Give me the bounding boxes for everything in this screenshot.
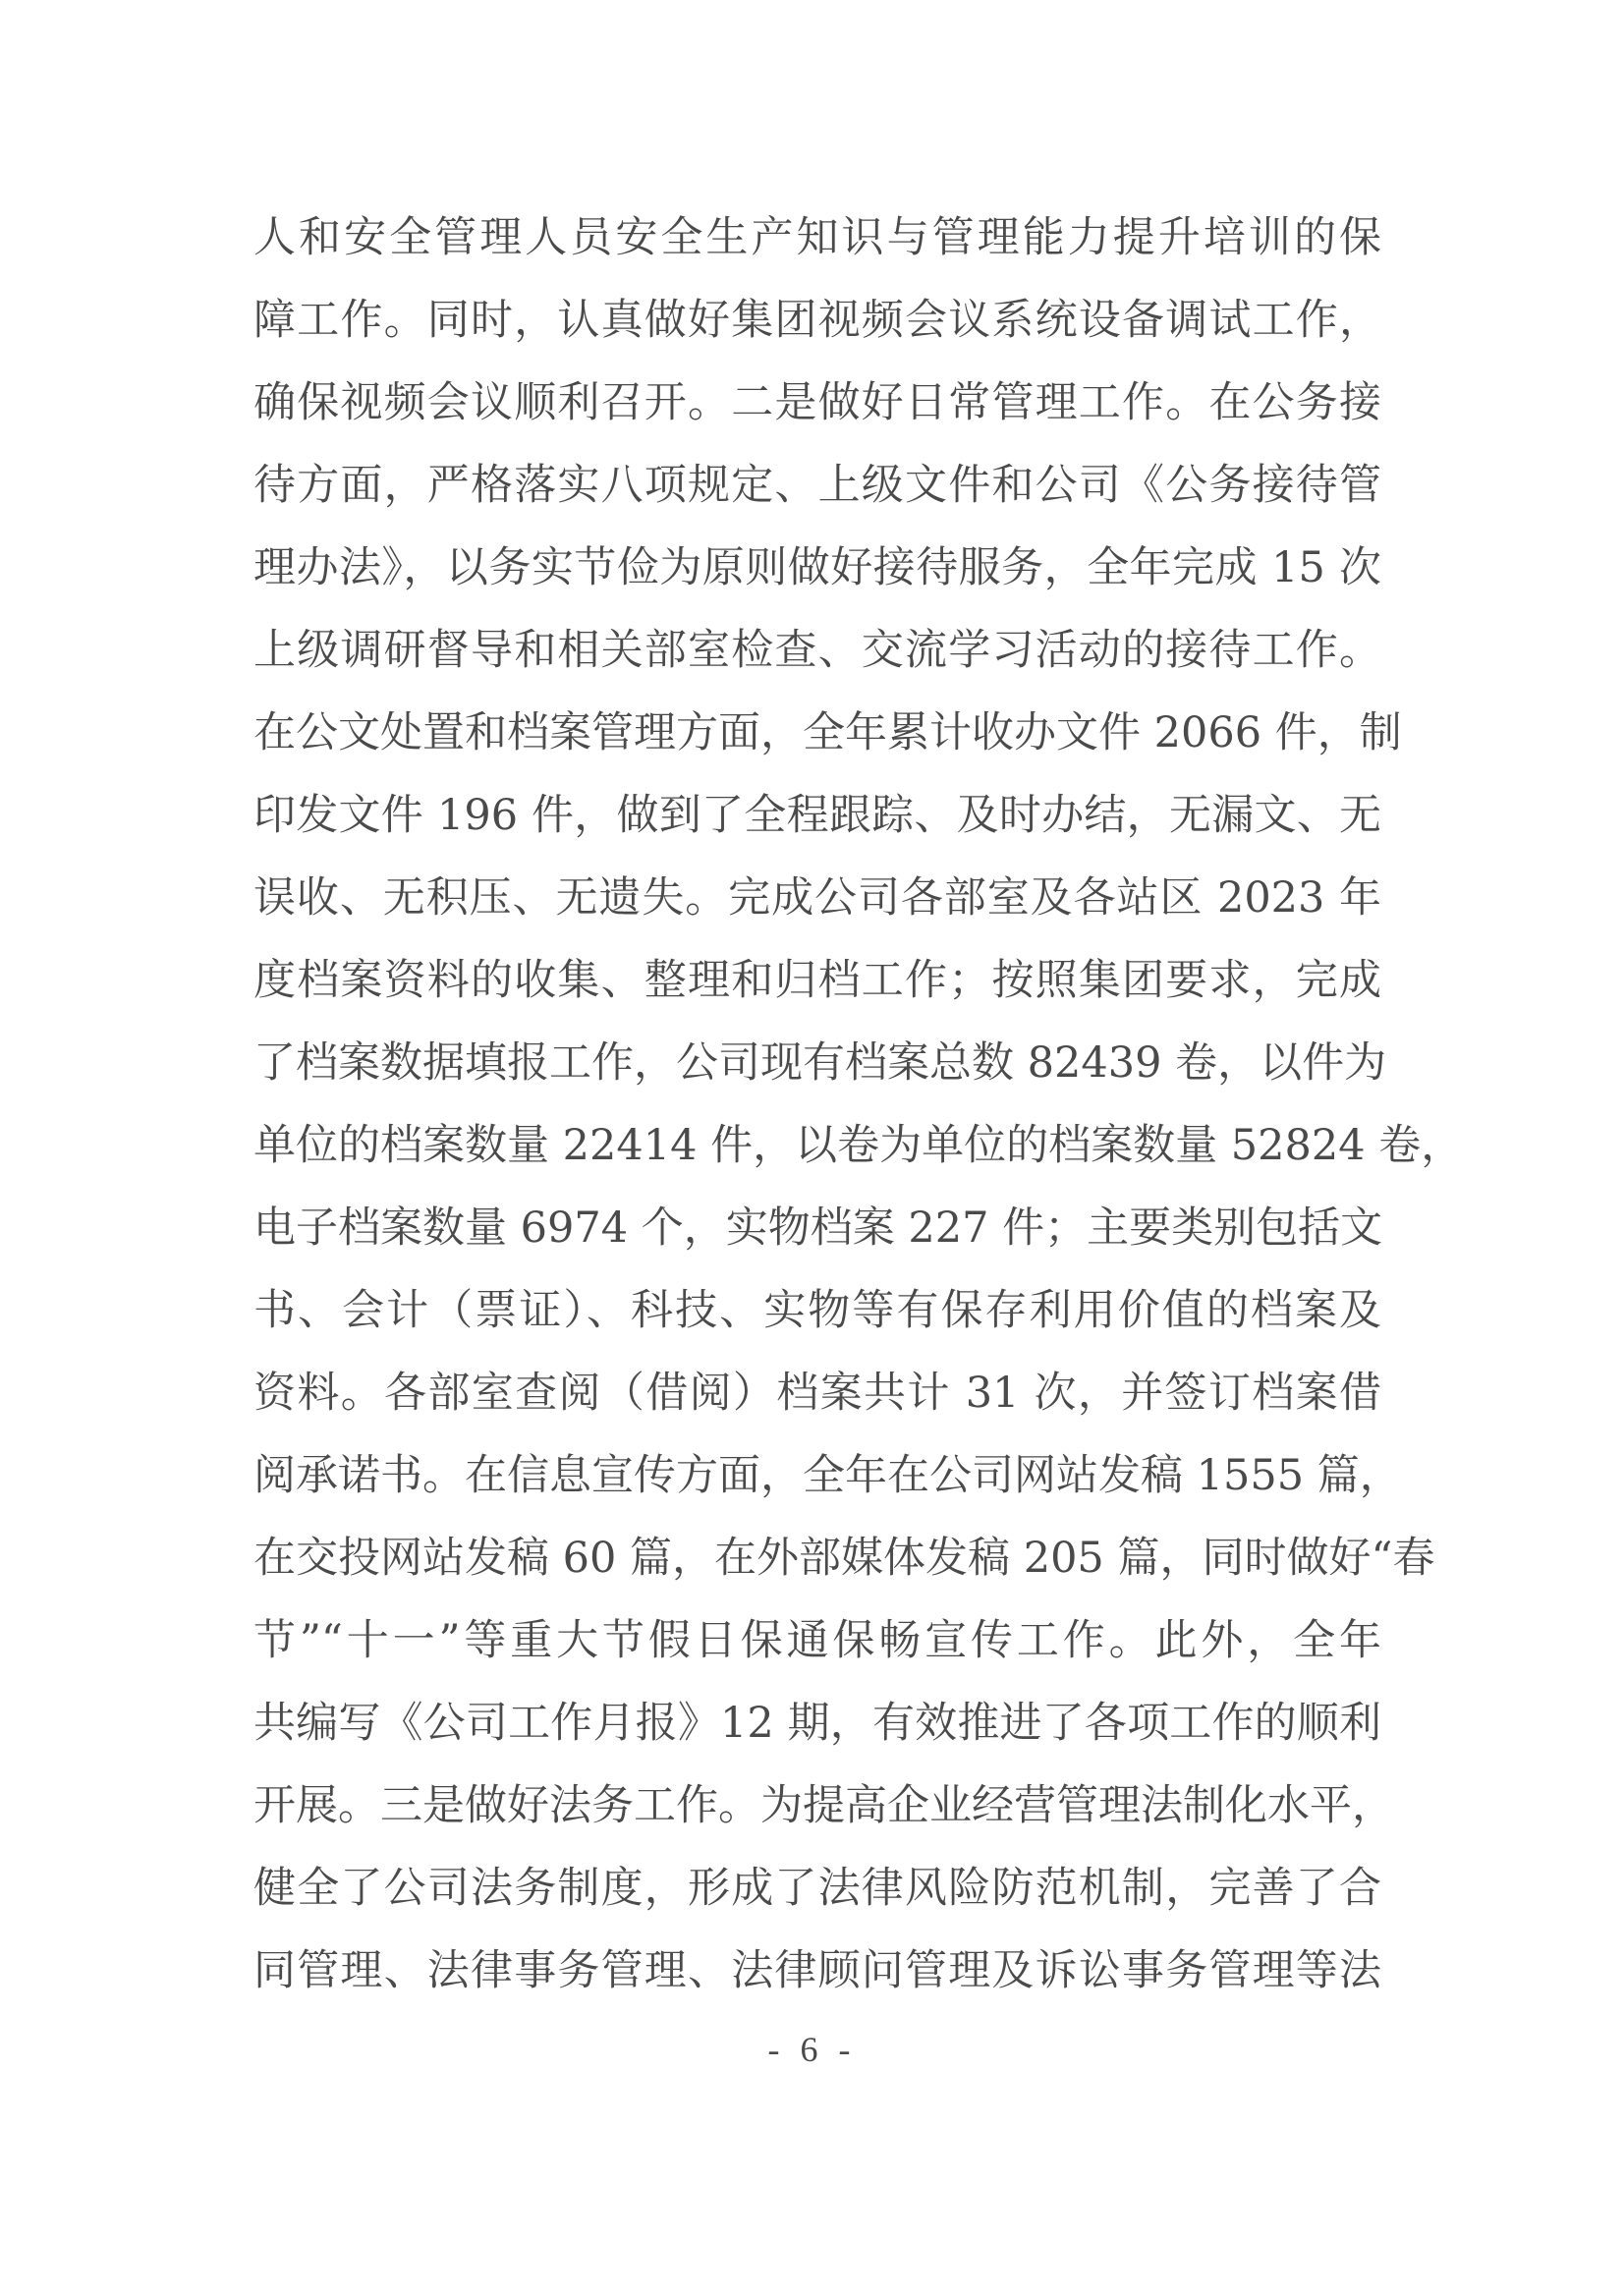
body-text-line: 阅承诺书。在信息宣传方面，全年在公司网站发稿 1555 篇， bbox=[253, 1451, 1402, 1500]
body-text-line: 印发文件 196 件，做到了全程跟踪、及时办结，无漏文、无 bbox=[253, 791, 1381, 840]
body-text-line: 单位的档案数量 22414 件，以卷为单位的档案数量 52824 卷， bbox=[253, 1121, 1464, 1170]
body-text-line: 待方面，严格落实八项规定、上级文件和公司《公务接待管 bbox=[253, 461, 1381, 510]
body-text-line: 共编写《公司工作月报》12 期，有效推进了各项工作的顺利 bbox=[253, 1699, 1381, 1748]
body-text-line: 书、会计（票证）、科技、实物等有保存利用价值的档案及 bbox=[253, 1286, 1381, 1335]
body-text-line: 健全了公司法务制度，形成了法律风险防范机制，完善了合 bbox=[253, 1864, 1381, 1913]
body-text-line: 在公文处置和档案管理方面，全年累计收办文件 2066 件，制 bbox=[253, 708, 1402, 757]
body-text-line: 理办法》，以务实节俭为原则做好接待服务，全年完成 15 次 bbox=[253, 543, 1381, 592]
body-text-line: 节”“十一”等重大节假日保通保畅宣传工作。此外，全年 bbox=[253, 1616, 1381, 1665]
body-text-line: 障工作。同时，认真做好集团视频会议系统设备调试工作， bbox=[253, 296, 1381, 345]
body-text-line: 误收、无积压、无遗失。完成公司各部室及各站区 2023 年 bbox=[253, 873, 1381, 923]
body-text-line: 资料。各部室查阅（借阅）档案共计 31 次，并签订档案借 bbox=[253, 1369, 1381, 1418]
body-text-line: 电子档案数量 6974 个，实物档案 227 件；主要类别包括文 bbox=[253, 1203, 1383, 1253]
body-text-line: 开展。三是做好法务工作。为提高企业经营管理法制化水平， bbox=[253, 1781, 1394, 1830]
body-text-line: 上级调研督导和相关部室检查、交流学习活动的接待工作。 bbox=[253, 626, 1381, 675]
page-number: - 6 - bbox=[767, 2030, 857, 2069]
body-text-line: 人和安全管理人员安全生产知识与管理能力提升培训的保 bbox=[253, 213, 1381, 262]
body-text-line: 同管理、法律事务管理、法律顾问管理及诉讼事务管理等法 bbox=[253, 1946, 1381, 1995]
body-text-line: 了档案数据填报工作，公司现有档案总数 82439 卷，以件为 bbox=[253, 1038, 1387, 1088]
body-text-line: 度档案资料的收集、整理和归档工作；按照集团要求，完成 bbox=[253, 956, 1381, 1005]
body-text-line: 确保视频会议顺利召开。二是做好日常管理工作。在公务接 bbox=[253, 378, 1381, 427]
body-text-line: 在交投网站发稿 60 篇，在外部媒体发稿 205 篇，同时做好“春 bbox=[253, 1534, 1435, 1583]
